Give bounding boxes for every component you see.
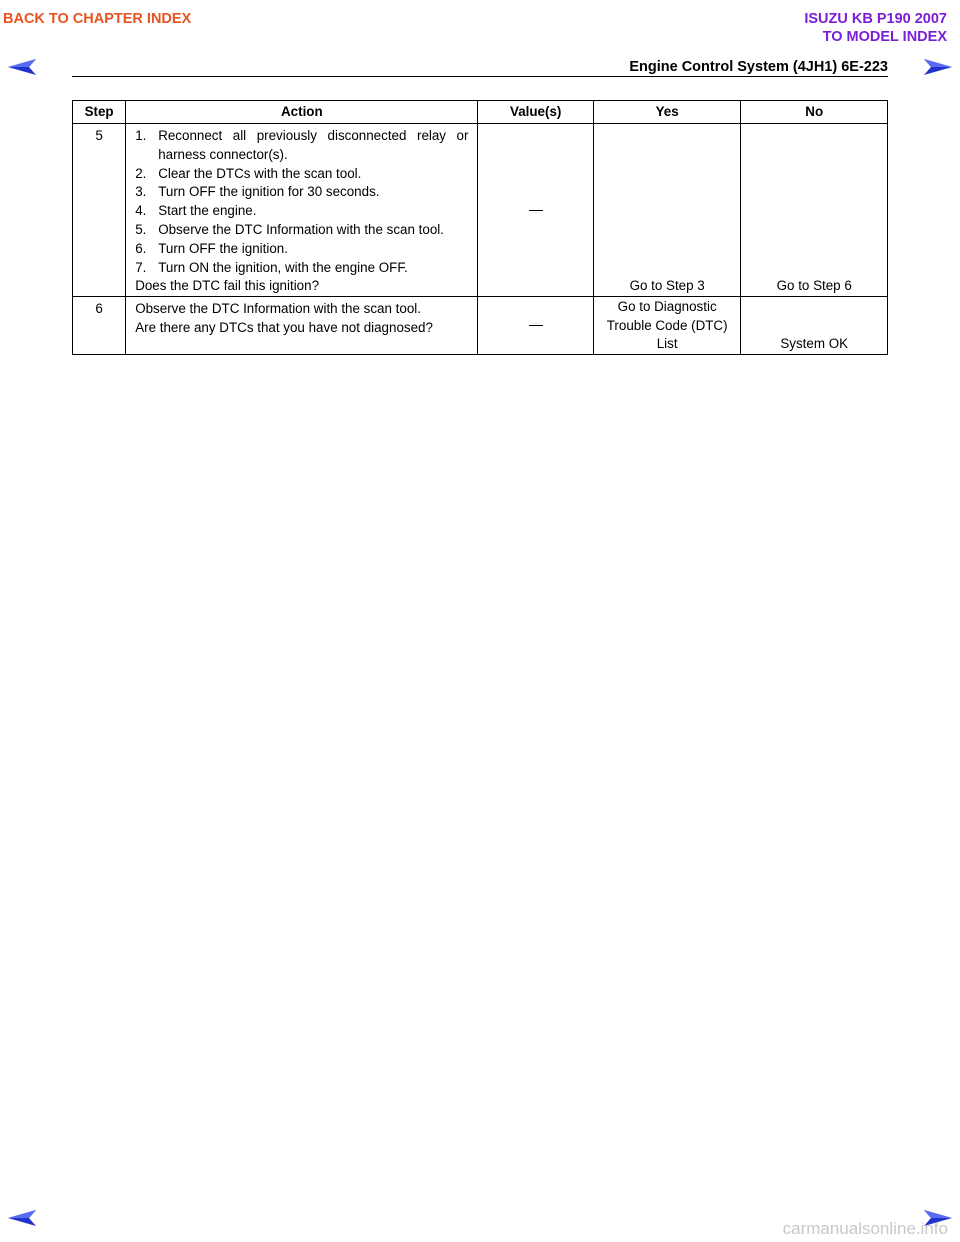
action-line: Observe the DTC Information with the scan tool. — [135, 301, 421, 317]
table-header-row — [73, 101, 888, 124]
no-result[interactable]: Go to Step 6 — [741, 124, 888, 297]
yes-result[interactable]: Go to Step 3 — [593, 124, 741, 297]
action-cell — [126, 297, 478, 355]
action-list-item: 1. Reconnect all previously disconnected relay or harness connector(s). — [135, 128, 469, 162]
action-list-item: 2. Clear the DTCs with the scan tool. — [135, 165, 362, 181]
yes-result-line: Go to Diagnostic — [617, 298, 717, 314]
table-row — [73, 297, 888, 355]
action-cell — [126, 124, 478, 297]
value-cell — [478, 297, 593, 355]
column-header-no: No — [741, 101, 888, 124]
left-arrow-icon[interactable] — [7, 58, 37, 76]
back-to-chapter-index-link[interactable]: BACK TO CHAPTER INDEX — [3, 11, 192, 27]
diagnostic-procedure-table — [72, 100, 888, 355]
model-index-link[interactable]: TO MODEL INDEX — [822, 29, 947, 45]
right-arrow-icon[interactable] — [923, 58, 953, 76]
column-header-action: Action — [126, 101, 478, 124]
header-divider — [72, 76, 888, 77]
yes-result-line: Trouble Code (DTC) — [606, 317, 728, 333]
action-list-item: 7. Turn ON the ignition, with the engine OFF. — [135, 259, 408, 275]
left-arrow-icon[interactable] — [7, 1209, 37, 1227]
table-row — [73, 124, 888, 297]
no-result[interactable]: System OK — [741, 297, 888, 355]
action-question: Does the DTC fail this ignition? — [135, 278, 320, 294]
model-title-link[interactable]: ISUZU KB P190 2007 — [804, 11, 947, 27]
column-header-yes: Yes — [593, 101, 741, 124]
value-cell — [478, 124, 593, 297]
action-list-item: 6. Turn OFF the ignition. — [135, 240, 288, 256]
watermark-text: carmanualsonline.info — [782, 1219, 948, 1238]
page-header-title: Engine Control System (4JH1) 6E-223 — [629, 59, 888, 75]
action-question: Are there any DTCs that you have not diagnosed? — [135, 319, 433, 335]
empty-value-dash — [529, 210, 543, 211]
step-number: 6 — [73, 297, 126, 355]
action-list-item: 3. Turn OFF the ignition for 30 seconds. — [135, 184, 380, 200]
yes-result[interactable] — [593, 297, 741, 355]
empty-value-dash — [529, 325, 543, 326]
column-header-step: Step — [73, 101, 126, 124]
step-number: 5 — [73, 124, 126, 297]
yes-result-line: List — [656, 336, 678, 352]
column-header-values: Value(s) — [478, 101, 593, 124]
action-list-item: 5. Observe the DTC Information with the scan tool. — [135, 221, 444, 237]
action-list-item: 4. Start the engine. — [135, 203, 257, 219]
